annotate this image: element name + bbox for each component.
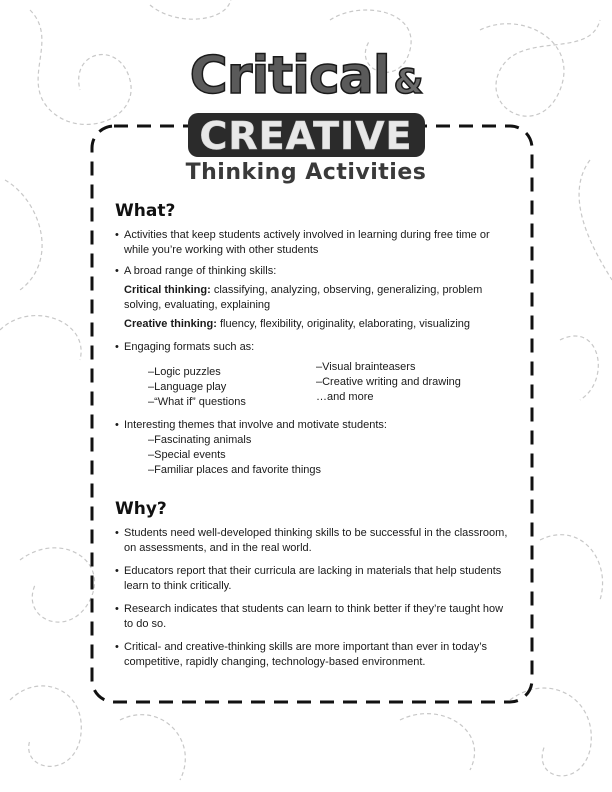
title-creative-banner <box>0 113 612 157</box>
formats-left-column <box>148 365 316 410</box>
why-bullet: • Critical- and creative-thinking skills are more important than ever in today’s competitive, rapidly changing, technology-based environment. <box>115 640 515 670</box>
why-bullet: • Educators report that their curricula are lacking in materials that help students learn to think critically. <box>115 564 515 594</box>
title-ampersand: & <box>393 62 423 102</box>
title-critical-text: Critical <box>189 46 390 106</box>
formats-list <box>115 356 515 410</box>
creative-thinking-item <box>115 317 515 332</box>
format-item: –Creative writing and drawing <box>316 376 461 388</box>
format-item: –Visual brainteasers <box>316 361 416 373</box>
why-heading: Why? <box>115 499 167 519</box>
theme-item: –Fascinating animals <box>148 434 252 446</box>
critical-thinking-label: Critical thinking: <box>124 284 211 296</box>
format-item: –Logic puzzles <box>148 366 221 378</box>
what-bullet-activities: • Activities that keep students actively involved in learning during free time or while you’re working with other students <box>115 228 515 258</box>
creative-thinking-text: fluency, flexibility, originality, elaborating, visualizing <box>216 318 471 330</box>
what-bullet-formats: • Engaging formats such as: <box>115 340 515 355</box>
format-item: …and more <box>316 391 374 403</box>
what-heading: What? <box>115 201 176 221</box>
theme-item: –Special events <box>148 449 226 461</box>
format-item: –“What if” questions <box>148 396 246 408</box>
title-thinking-activities: Thinking Activities <box>185 160 427 185</box>
creative-thinking-label: Creative thinking: <box>124 318 217 330</box>
theme-item: –Familiar places and favorite things <box>148 464 322 476</box>
title-critical <box>0 46 612 112</box>
critical-thinking-item <box>115 283 515 313</box>
what-bullet-skills: • A broad range of thinking skills: <box>115 264 515 279</box>
themes-list <box>115 433 515 478</box>
main-content <box>115 200 515 670</box>
format-item: –Language play <box>148 381 227 393</box>
critical-thinking-text: classifying, analyzing, observing, generalizing, problem solving, evaluating, explaining <box>124 284 483 311</box>
why-bullet: • Students need well-developed thinking skills to be successful in the classroom, on assessments, and in the real world. <box>115 526 515 556</box>
why-bullet: • Research indicates that students can learn to think better if they’re taught how to do so. <box>115 602 515 632</box>
what-bullet-themes: • Interesting themes that involve and motivate students: <box>115 418 515 433</box>
formats-right-column <box>316 360 484 410</box>
title-creative: CREATIVE <box>188 113 425 157</box>
